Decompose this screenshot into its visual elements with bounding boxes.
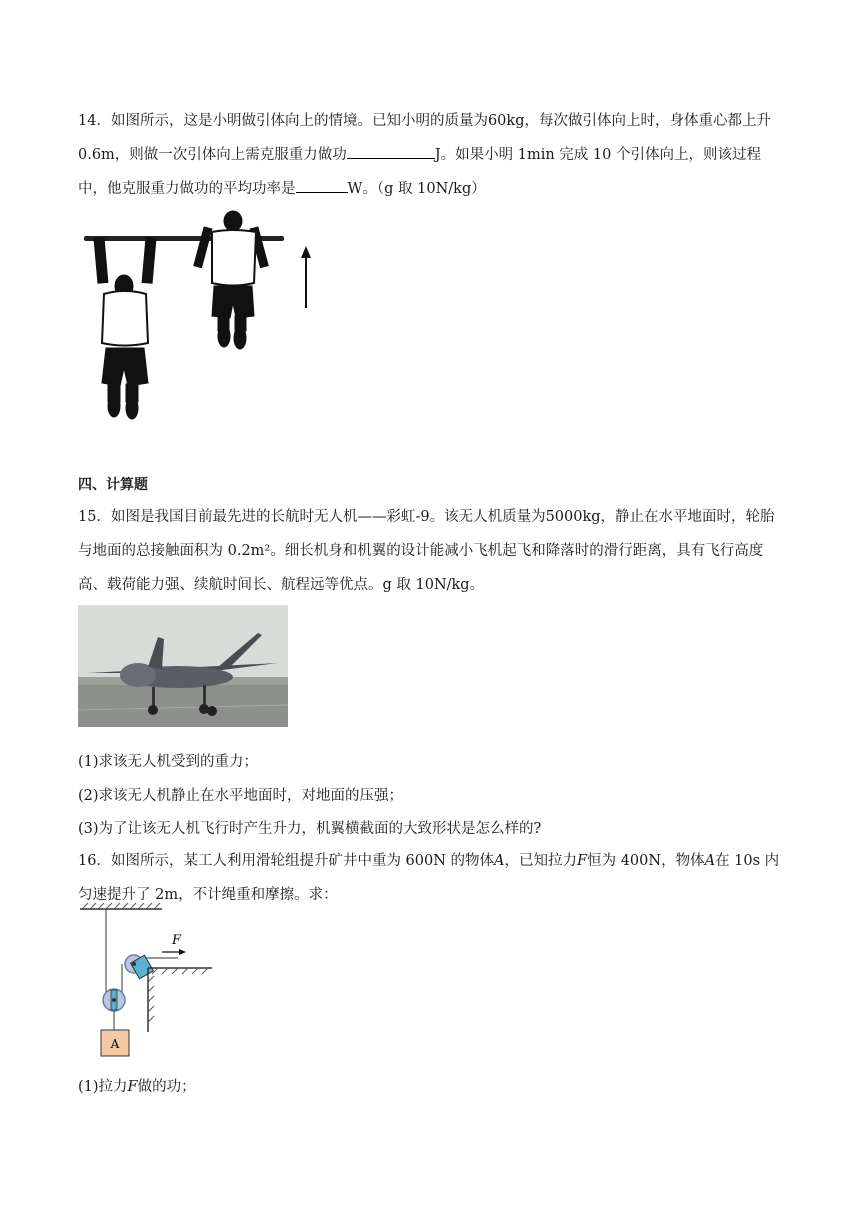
- force-label: F: [172, 933, 182, 948]
- svg-text:A: A: [110, 1037, 120, 1051]
- question-text: 如图所示，这是小明做引体向上的情境。已知小明的质量为60kg，每次做引体向上时，身体重心都上升 0.6m，则做一次引体向上需克服重力做功: [78, 113, 771, 163]
- section-title: 四、计算题: [78, 477, 148, 493]
- answer-blank-2[interactable]: [296, 178, 348, 193]
- sub-question-1: (1)求该无人机受到的重力；: [78, 754, 259, 770]
- sub-question-2: (2)求该无人机静止在水平地面时，对地面的压强；: [78, 788, 404, 804]
- question-14: 14．如图所示，这是小明做引体向上的情境。已知小明的质量为60kg，每次做引体向上时，身体重心都上升 0.6m，则做一次引体向上需克服重力做功 J。如果小明 1min 完成 10 个引体向上，则该过程中，他克服重力做功的平均功率是 W。（g 取 10N/kg）: [78, 113, 771, 197]
- question-16: 16．如图所示，某工人利用滑轮组提升矿井中重为 600N 的物体A，已知拉力F恒为 400N，物体A在 10s 内匀速提升了 2m，不计绳重和摩擦。求：: [78, 853, 780, 903]
- question-number: 15．: [78, 509, 111, 525]
- question-text: 如图是我国目前最先进的长航时无人机——彩虹-9。该无人机质量为5000kg，静止在水平地面时，轮胎与地面的总接触面积为 0.2m²。细长机身和机翼的设计能减小飞机起飞和降落时的滑行距离，具有飞行高度高、载荷能力强、续航时间长、航程远等优点。g 取 10N/kg。: [78, 509, 775, 593]
- hanging-person: [94, 238, 156, 419]
- sub-question-16-1: (1)拉力F做的功；: [78, 1079, 196, 1095]
- pulled-up-person: [194, 211, 268, 349]
- drone-photo: [78, 605, 288, 727]
- pulley-figure: [78, 902, 218, 1062]
- question-number: 14．: [78, 113, 111, 129]
- sub-question-3: (3)为了让该无人机飞行时产生升力，机翼横截面的大致形状是怎么样的?: [78, 821, 542, 837]
- question-number: 16．: [78, 853, 111, 869]
- question-15: [78, 500, 782, 602]
- answer-blank-1[interactable]: [347, 144, 435, 159]
- pullup-figure: [78, 208, 318, 423]
